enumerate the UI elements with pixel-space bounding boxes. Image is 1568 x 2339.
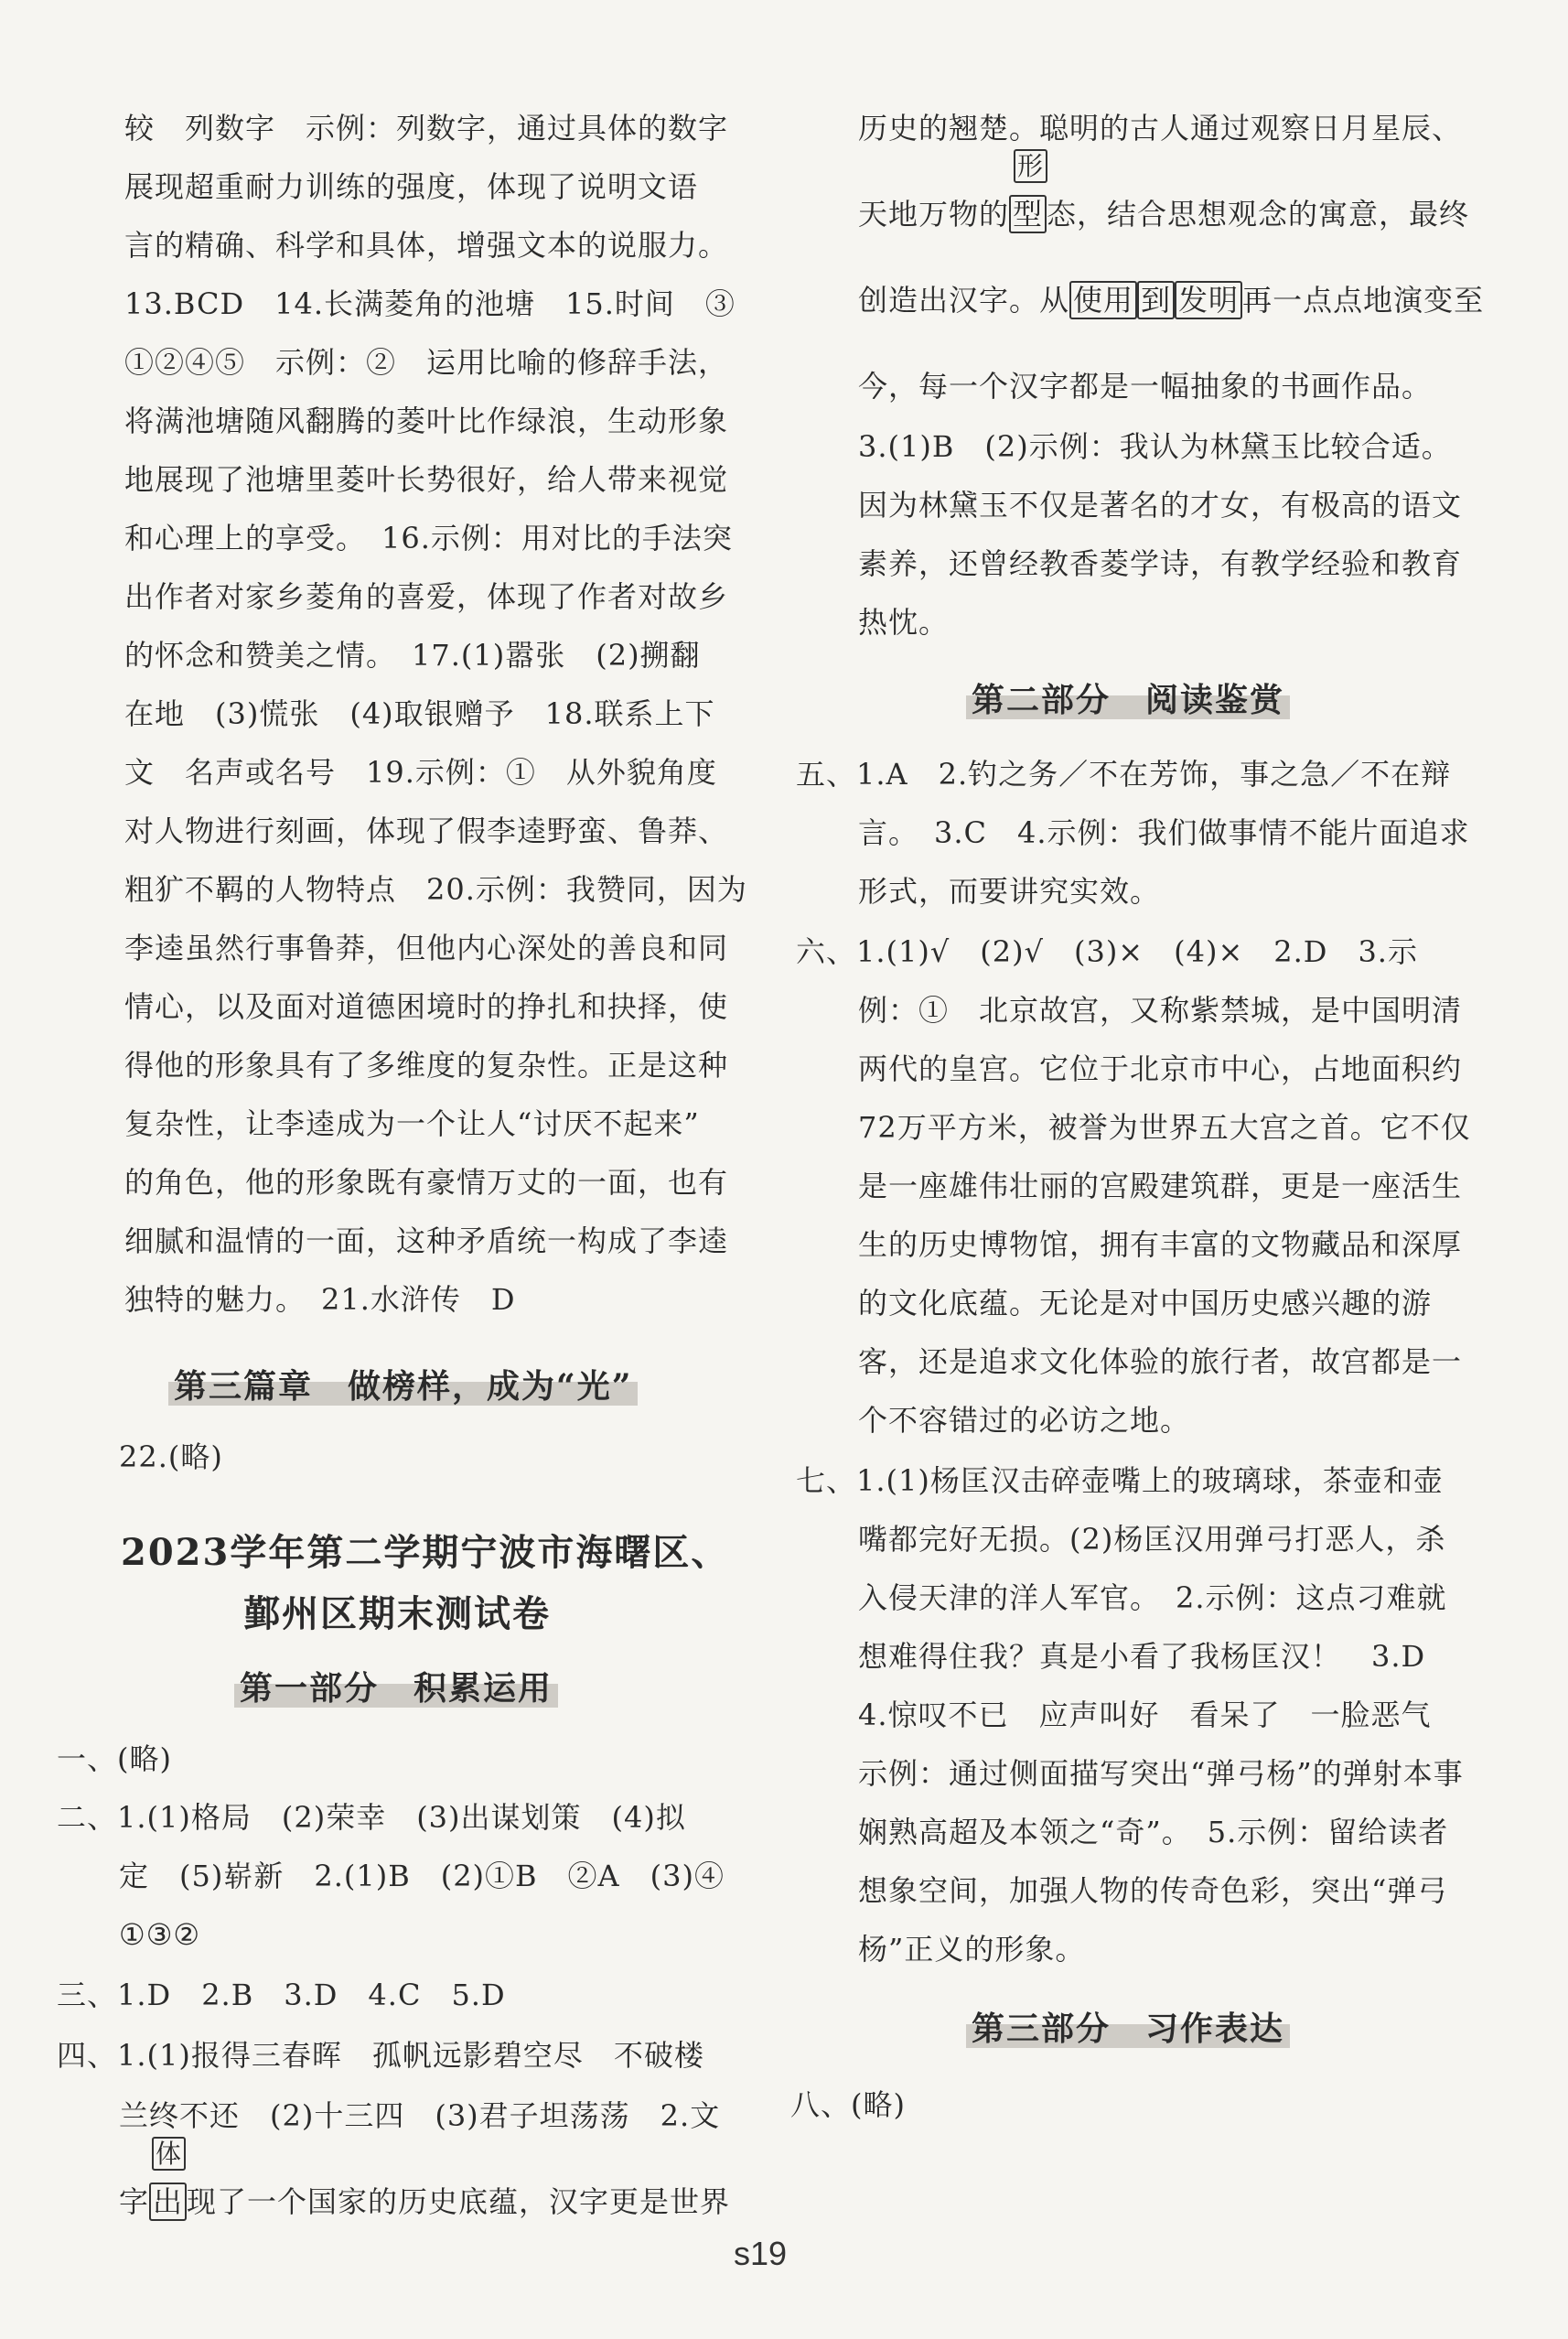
text-line: 文 名声或名号 19.示例：① 从外貌角度	[124, 755, 717, 790]
text-segment: 天地万物的	[858, 197, 1010, 232]
text-line	[858, 280, 1484, 320]
question-7-line9: 杨”正义的形象。	[858, 1932, 1086, 1967]
text-line: 的角色，他的形象既有豪情万丈的一面，也有	[124, 1165, 729, 1200]
chapter3-heading	[168, 1364, 638, 1409]
chapter3-heading-text: 第三篇章 做榜样，成为“光”	[168, 1367, 638, 1406]
question-7-line8: 想象空间，加强人物的传奇色彩，突出“弹弓	[858, 1873, 1448, 1908]
question-5-line2: 言。 3.C 4.示例：我们做事情不能片面追求	[858, 815, 1470, 850]
text-line: 较 列数字 示例：列数字，通过具体的数字	[124, 111, 729, 146]
correction-char: 体	[152, 2137, 186, 2171]
question-8: 八、(略)	[790, 2087, 906, 2122]
question-4-line1: 四、1.(1)报得三春晖 孤帆远影碧空尽 不破楼	[57, 2038, 704, 2073]
text-line: 独特的魅力。 21.水浒传 D	[124, 1282, 516, 1317]
text-line	[858, 194, 1469, 234]
correction-mark	[152, 2138, 186, 2171]
question-7-line1: 七、1.(1)杨匡汉击碎壶嘴上的玻璃球，茶壶和壶	[796, 1463, 1444, 1498]
text-line: 言的精确、科学和具体，增强文本的说服力。	[124, 228, 729, 263]
part2-heading-text: 第二部分 阅读鉴赏	[966, 681, 1290, 719]
question-2-line1: 二、1.(1)格局 (2)荣幸 (3)出谋划策 (4)拟	[57, 1800, 686, 1835]
text-line: 李逵虽然行事鲁莽，但他内心深处的善良和同	[124, 931, 729, 965]
question-2-line3: ①③②	[119, 1917, 201, 1952]
text-segment: 态，结合思想观念的寓意，最终	[1047, 197, 1470, 232]
question-4-line3	[119, 2182, 730, 2222]
text-line: 今，每一个汉字都是一幅抽象的书画作品。	[858, 369, 1433, 404]
exam-title-line1: 2023学年第二学期宁波市海曙区、	[121, 1531, 730, 1574]
item-22: 22.(略)	[119, 1439, 223, 1474]
text-line: 地展现了池塘里菱叶长势很好，给人带来视觉	[124, 462, 729, 497]
text-line: 因为林黛玉不仅是著名的才女，有极高的语文	[858, 488, 1463, 523]
question-7-line6: 示例：通过侧面描写突出“弹弓杨”的弹射本事	[858, 1756, 1464, 1791]
part1-heading	[234, 1665, 558, 1711]
part2-heading	[966, 677, 1290, 723]
question-6-line7: 的文化底蕴。无论是对中国历史感兴趣的游	[858, 1286, 1433, 1320]
text-line: 13.BCD 14.长满菱角的池塘 15.时间 ③	[124, 286, 736, 321]
question-2-line2: 定 (5)崭新 2.(1)B (2)①B ②A (3)④	[119, 1859, 725, 1893]
text-segment: 字	[119, 2184, 150, 2219]
question-6-line4: 72万平方米，被誉为世界五大宫之首。它不仅	[858, 1110, 1471, 1145]
text-line: 热忱。	[858, 605, 950, 640]
question-5-line1: 五、1.A 2.钓之务／不在芳饰，事之急／不在辩	[796, 757, 1452, 792]
question-6-line2: 例：① 北京故宫，又称紫禁城，是中国明清	[858, 993, 1463, 1028]
question-6-line5: 是一座雄伟壮丽的宫殿建筑群，更是一座活生	[858, 1169, 1463, 1203]
text-line: 细腻和温情的一面，这种矛盾统一构成了李逵	[124, 1223, 729, 1258]
correction-mark	[1014, 150, 1047, 183]
question-1: 一、(略)	[57, 1741, 172, 1776]
part1-heading-text: 第一部分 积累运用	[234, 1669, 558, 1708]
text-line: 出作者对家乡菱角的喜爱，体现了作者对故乡	[124, 579, 729, 614]
question-6-line6: 生的历史博物馆，拥有丰富的文物藏品和深厚	[858, 1227, 1463, 1262]
question-6-line8: 客，还是追求文化体验的旅行者，故宫都是一	[858, 1344, 1463, 1379]
text-line: 将满池塘随风翻腾的菱叶比作绿浪，生动形象	[124, 404, 729, 438]
question-7-line5: 4.惊叹不已 应声叫好 看呆了 一脸恶气	[858, 1698, 1432, 1732]
text-line: 在地 (3)慌张 (4)取银赠予 18.联系上下	[124, 696, 715, 731]
question-7-line2: 嘴都完好无损。(2)杨匡汉用弹弓打恶人，杀	[858, 1522, 1446, 1557]
text-segment: 再一点点地演变至	[1242, 283, 1485, 318]
question-4-line2: 兰终不还 (2)十三四 (3)君子坦荡荡 2.文	[119, 2098, 721, 2133]
question-6-line1: 六、1.(1)√ (2)√ (3)× (4)× 2.D 3.示	[796, 934, 1418, 969]
question-6-line9: 个不容错过的必访之地。	[858, 1403, 1191, 1438]
error-char: 出	[149, 2183, 187, 2221]
text-line: 和心理上的享受。 16.示例：用对比的手法突	[124, 521, 733, 555]
exam-title-line2: 鄞州区期末测试卷	[243, 1592, 551, 1635]
text-line: ①②④⑤ 示例：② 运用比喻的修辞手法，	[124, 345, 729, 380]
text-line: 的怀念和赞美之情。 17.(1)嚣张 (2)搠翻	[124, 638, 701, 673]
text-segment: 现了一个国家的历史底蕴，汉字更是世界	[187, 2184, 731, 2219]
text-line: 对人物进行刻画，体现了假李逵野蛮、鲁莽、	[124, 814, 729, 848]
text-line: 情心，以及面对道德困境时的挣扎和抉择，使	[124, 989, 729, 1024]
page-number: s19	[734, 2235, 788, 2272]
question-7-line4: 想难得住我？真是小看了我杨匡汉！ 3.D	[858, 1639, 1426, 1674]
boxed-word: 到	[1137, 281, 1175, 319]
text-segment: 创造出汉字。从	[858, 283, 1070, 318]
correction-char: 形	[1014, 149, 1047, 183]
question-7-line7: 娴熟高超及本领之“奇”。 5.示例：留给读者	[858, 1815, 1449, 1849]
question-3: 三、1.D 2.B 3.D 4.C 5.D	[57, 1978, 506, 2012]
boxed-word: 使用	[1069, 281, 1137, 319]
text-line: 素养，还曾经教香菱学诗，有教学经验和教育	[858, 546, 1463, 581]
question-6-line3: 两代的皇宫。它位于北京市中心，占地面积约	[858, 1051, 1463, 1086]
text-line: 复杂性，让李逵成为一个让人“讨厌不起来”	[124, 1106, 700, 1141]
text-line: 历史的翘楚。聪明的古人通过观察日月星辰、	[858, 111, 1463, 146]
text-line: 3.(1)B (2)示例：我认为林黛玉比较合适。	[858, 429, 1452, 464]
text-line: 展现超重耐力训练的强度，体现了说明文语	[124, 169, 699, 204]
boxed-word: 发明	[1175, 281, 1242, 319]
text-line: 得他的形象具有了多维度的复杂性。正是这种	[124, 1048, 729, 1083]
question-7-line3: 入侵天津的洋人军官。 2.示例：这点刁难就	[858, 1580, 1447, 1615]
question-5-line3: 形式，而要讲究实效。	[858, 874, 1161, 909]
text-line: 粗犷不羁的人物特点 20.示例：我赞同，因为	[124, 872, 747, 907]
part3-heading-text: 第三部分 习作表达	[966, 2010, 1290, 2048]
part3-heading	[966, 2006, 1290, 2052]
error-char: 型	[1009, 195, 1047, 233]
